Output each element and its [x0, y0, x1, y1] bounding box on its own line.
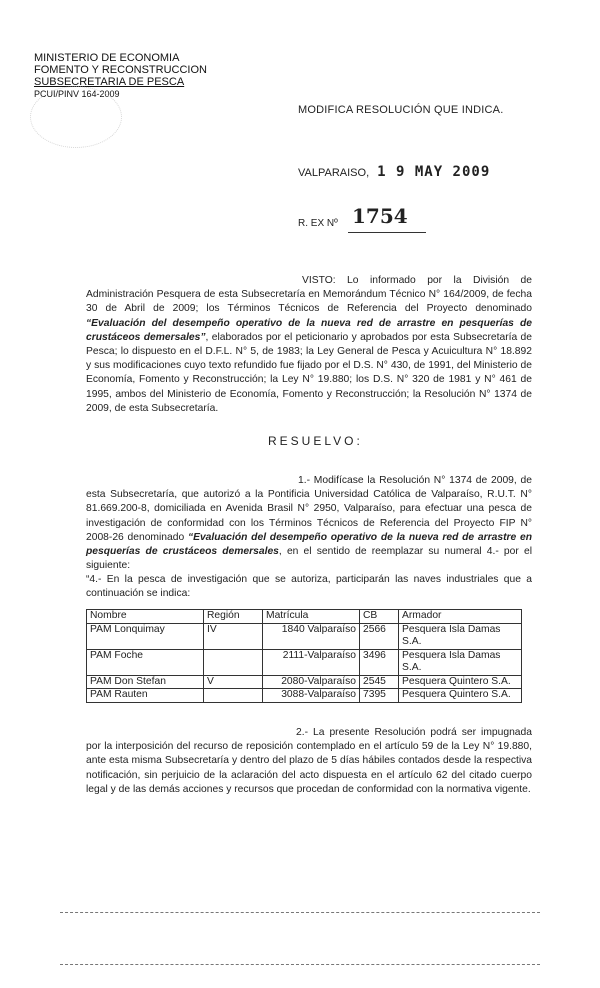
cell-cb: 2545 — [360, 675, 399, 689]
rex-label: R. EX Nº — [298, 218, 338, 229]
cell-armador: Pesquera Quintero S.A. — [399, 675, 522, 689]
project-title: “Evaluación del desempeño operativo de la nueva red de arrastre en pesquerías de crustáceos demersales” — [86, 317, 532, 343]
cell-armador: Pesquera Isla Damas S.A. — [399, 623, 522, 649]
cell-nombre: PAM Rauten — [87, 689, 204, 703]
cell-nombre: PAM Foche — [87, 649, 204, 675]
cell-cb: 3496 — [360, 649, 399, 675]
ministry-name: MINISTERIO DE ECONOMIA — [34, 52, 180, 64]
item-1-paragraph — [86, 474, 532, 573]
date-place: VALPARAISO, — [298, 167, 370, 179]
footer-divider — [60, 912, 540, 913]
cell-matricula: 3088-Valparaíso — [263, 689, 360, 703]
rex-number: 1754 — [352, 204, 408, 228]
visto-text-1: Lo informado por la División de Administración Pesquera de esta Subsecretaría en Memorándum Técnico N° 164/2009, de fecha 30 de Abril de 2009; los Términos Técnicos de Referencia del Proyecto denominado — [86, 275, 532, 315]
table-row — [87, 623, 522, 649]
cell-nombre: PAM Don Stefan — [87, 675, 204, 689]
header-nombre: Nombre — [87, 610, 204, 624]
date-value: 1 9 MAY 2009 — [377, 164, 491, 180]
reference-code: PCUI/PINV 164-2009 — [34, 89, 120, 99]
item-4-paragraph: “4.- En la pesca de investigación que se autoriza, participarán las naves industriales que a continuación se indica: — [86, 574, 532, 600]
resolution-number — [298, 204, 408, 229]
header-matricula: Matrícula — [263, 610, 360, 624]
cell-region: IV — [204, 623, 263, 649]
cell-region — [204, 689, 263, 703]
table-row — [87, 675, 522, 689]
table-header-row — [87, 610, 522, 624]
date-line — [298, 164, 490, 180]
document-subject: MODIFICA RESOLUCIÓN QUE INDICA. — [298, 104, 504, 116]
vessels-table — [86, 609, 522, 703]
footer-divider-2 — [60, 964, 540, 965]
resuelvo-heading: RESUELVO: — [268, 434, 363, 448]
cell-matricula: 2111-Valparaíso — [263, 649, 360, 675]
item-1-text-1: 1.- Modifícase la Resolución N° 1374 de 2009, de esta Subsecretaría, que autorizó a la Pontificia Universidad Católica de Valparaíso, R.U.T. N° 81.669.200-8, domiciliada en Avenida Brasil N° 2950, Valparaíso, para efectuar una pesca de investigación de conformidad con los Términos Técnicos de Referencia del Proyecto FIP N° 2008-26 denominado — [86, 475, 532, 543]
cell-armador: Pesquera Quintero S.A. — [399, 689, 522, 703]
table-row — [87, 649, 522, 675]
header-armador: Armador — [399, 610, 522, 624]
item-1-text-2: , en el sentido de reemplazar su numeral 4.- por el siguiente: — [86, 546, 532, 572]
cell-cb: 2566 — [360, 623, 399, 649]
subsecretary-name: SUBSECRETARIA DE PESCA — [34, 76, 185, 88]
official-stamp — [30, 86, 122, 148]
cell-armador: Pesquera Isla Damas S.A. — [399, 649, 522, 675]
cell-matricula: 2080-Valparaíso — [263, 675, 360, 689]
item-2-paragraph — [86, 726, 532, 797]
item-2-text: 2.- La presente Resolución podrá ser impugnada por la interposición del recurso de reposición contemplado en el artículo 59 de la Ley N° 19.880, ante esta misma Subsecretaría y dentro del plazo de 5 días hábiles contados desde la respectiva notificación, sin perjuicio de la aclaración del acto dispuesta en el artículo 62 del citado cuerpo legal y de las demás acciones y recursos que procedan de conformidad con la normativa vigente. — [86, 727, 532, 795]
cell-region: V — [204, 675, 263, 689]
visto-text-2: , elaborados por el peticionario y aprobados por esta Subsecretaría de Pesca; lo dispuesto en el D.F.L. N° 5, de 1983; la Ley General de Pesca y Acuicultura N° 18.892 y sus modificaciones cuyo texto refundido fue fijado por el D.S. N° 430, de 1991, del Ministerio de Economía, Fomento y Reconstrucción; la Ley N° 19.880; los D.S. N° 320 de 1981 y N° 461 de 1995, ambos del Ministerio de Economía, Fomento y Reconstrucción; la Resolución N° 1374 de 2009, de esta Subsecretaría. — [86, 331, 532, 414]
rex-underline — [348, 232, 426, 233]
header-cb: CB — [360, 610, 399, 624]
visto-label: VISTO: — [302, 275, 336, 286]
visto-paragraph — [86, 274, 532, 416]
header-region: Región — [204, 610, 263, 624]
cell-region — [204, 649, 263, 675]
table-row — [87, 689, 522, 703]
cell-nombre: PAM Lonquimay — [87, 623, 204, 649]
item-1-project-title: “Evaluación del desempeño operativo de la nueva red de arrastre en pesquerías de crustáceos demersales — [86, 531, 532, 558]
cell-cb: 7395 — [360, 689, 399, 703]
ministry-name-2: FOMENTO Y RECONSTRUCCION — [34, 64, 207, 76]
cell-matricula: 1840 Valparaíso — [263, 623, 360, 649]
